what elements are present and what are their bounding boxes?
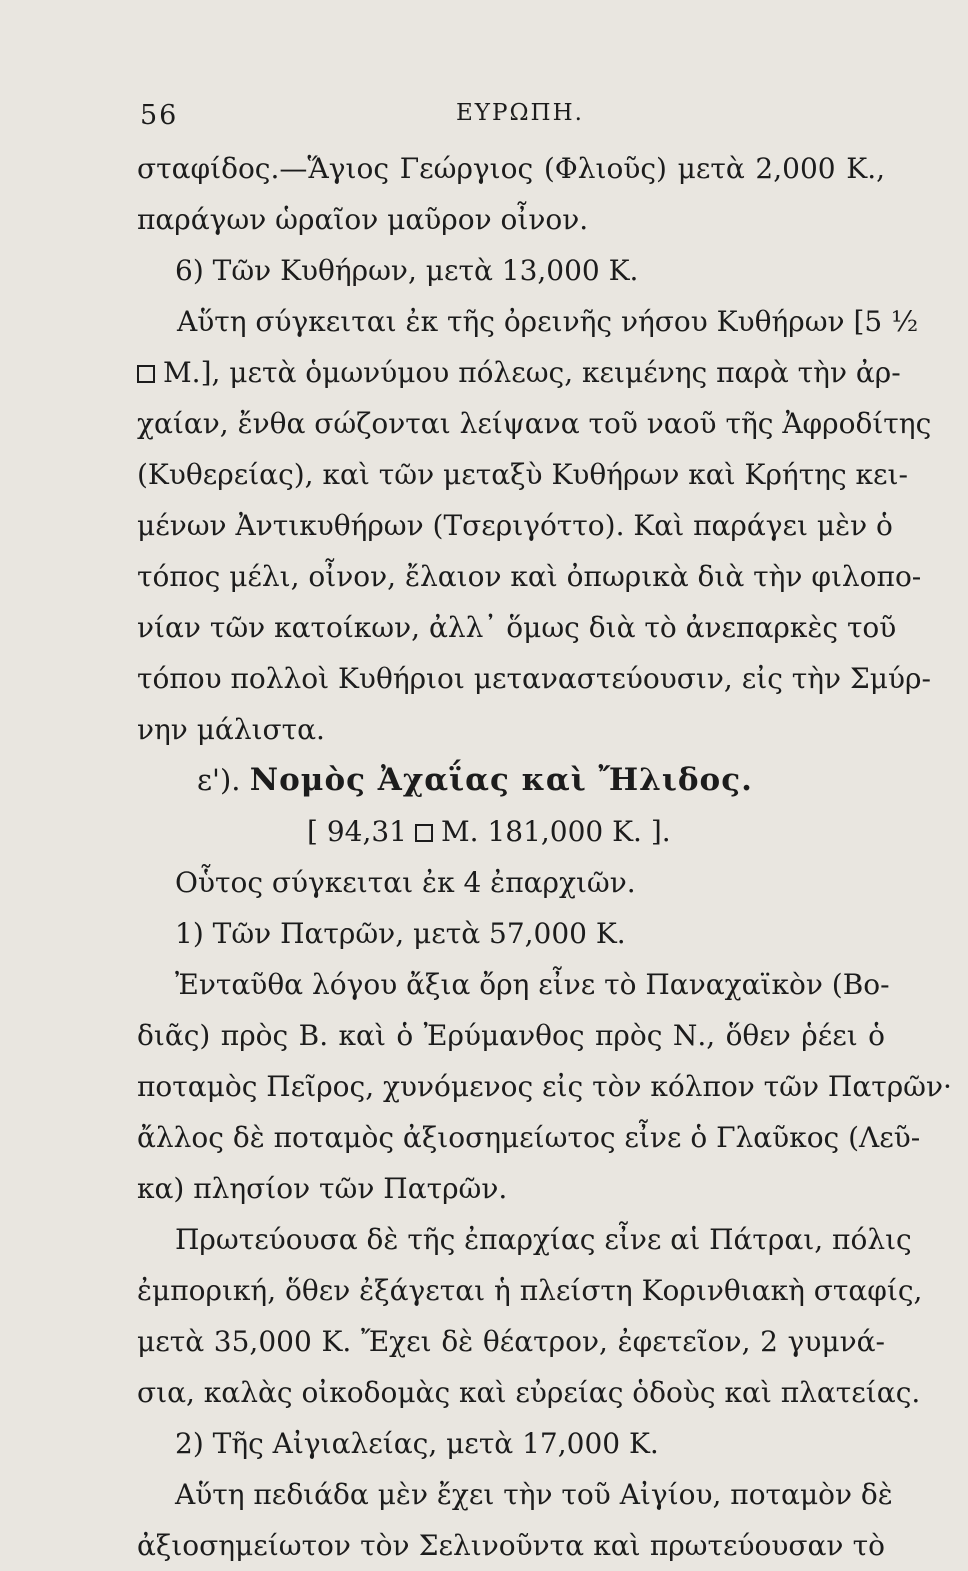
- text-line: (Κυθερείας), καὶ τῶν μεταξὺ Κυθήρων καὶ Κρήτης κει-: [137, 458, 908, 491]
- list-item: 2) Τῆς Αἰγιαλείας, μετὰ 17,000 Κ.: [175, 1427, 659, 1460]
- text-line: Πρωτεύουσα δὲ τῆς ἐπαρχίας εἶνε αἱ Πάτραι, πόλις: [175, 1223, 912, 1256]
- text-line: ἄλλος δὲ ποταμὸς ἀξιοσημείωτος εἶνε ὁ Γλαῦκος (Λεῦ-: [137, 1121, 921, 1154]
- text-line: παράγων ὡραῖον μαῦρον οἶνον.: [137, 203, 589, 236]
- text-line: σταφίδος.—Ἅγιος Γεώργιος (Φλιοῦς) μετὰ 2,000 Κ.,: [137, 152, 885, 185]
- text-line: ἐμπορική, ὅθεν ἐξάγεται ἡ πλείστη Κορινθιακὴ σταφίς,: [137, 1274, 923, 1307]
- text-line: μένων Ἀντικυθήρων (Τσεριγόττο). Καὶ παράγει μὲν ὁ: [137, 509, 893, 542]
- text-line: [137, 347, 901, 398]
- stats-area: [ 94,31: [307, 815, 407, 848]
- list-item: 6) Τῶν Κυθήρων, μετὰ 13,000 Κ.: [175, 254, 639, 287]
- text-line: κα) πλησίον τῶν Πατρῶν.: [137, 1172, 508, 1205]
- section-title: Νομὸς Ἀχαΐας καὶ Ἤλιδος.: [249, 762, 753, 798]
- text-line: Ἐνταῦθα λόγου ἄξια ὄρη εἶνε τὸ Παναχαϊκὸν (Βο-: [175, 968, 890, 1001]
- text-line: χαίαν, ἔνθα σώζονται λείψανα τοῦ ναοῦ τῆς Ἀφροδίτης: [137, 407, 932, 440]
- text-line: τόπος μέλι, οἶνον, ἔλαιον καὶ ὀπωρικὰ διὰ τὴν φιλοπο-: [137, 560, 922, 593]
- list-item: 1) Τῶν Πατρῶν, μετὰ 57,000 Κ.: [175, 917, 626, 950]
- text-line: ἀξιοσημείωτον τὸν Σελινοῦντα καὶ πρωτεύουσαν τὸ: [137, 1529, 885, 1562]
- text-line: ποταμὸς Πεῖρος, χυνόμενος εἰς τὸν κόλπον τῶν Πατρῶν·: [137, 1070, 952, 1103]
- section-heading: [137, 755, 885, 806]
- page-body: [137, 143, 952, 1571]
- section-stats: [137, 806, 885, 857]
- stats-population: Μ. 181,000 Κ. ].: [440, 815, 671, 848]
- page-header: [140, 100, 880, 140]
- text-line: Οὗτος σύγκειται ἐκ 4 ἐπαρχιῶν.: [175, 866, 636, 899]
- text-line: Αὕτη σύγκειται ἐκ τῆς ὀρεινῆς νήσου Κυθήρων [5 ½: [177, 305, 919, 338]
- text-line-content: Μ.], μετὰ ὁμωνύμου πόλεως, κειμένης παρὰ τὴν ἀρ-: [163, 356, 901, 389]
- square-symbol-icon: [415, 824, 433, 842]
- text-line: σια, καλὰς οἰκοδομὰς καὶ εὐρείας ὁδοὺς καὶ πλατείας.: [137, 1376, 921, 1409]
- square-symbol-icon: [137, 365, 155, 383]
- text-line: μετὰ 35,000 Κ. Ἔχει δὲ θέατρον, ἐφετεῖον, 2 γυμνά-: [137, 1325, 885, 1358]
- text-line: τόπου πολλοὶ Κυθήριοι μεταναστεύουσιν, εἰς τὴν Σμύρ-: [137, 662, 931, 695]
- running-title: ΕΥΡΩΠΗ.: [456, 100, 584, 126]
- text-line: Αὕτη πεδιάδα μὲν ἔχει τὴν τοῦ Αἰγίου, ποταμὸν δὲ: [175, 1478, 893, 1511]
- text-line: νίαν τῶν κατοίκων, ἀλλ᾽ ὅμως διὰ τὸ ἀνεπαρκὲς τοῦ: [137, 611, 897, 644]
- section-number: ε').: [197, 763, 241, 797]
- text-line: διᾶς) πρὸς Β. καὶ ὁ Ἐρύμανθος πρὸς Ν., ὅθεν ῥέει ὁ: [137, 1019, 885, 1052]
- text-line: νην μάλιστα.: [137, 713, 325, 746]
- page-number: 56: [140, 100, 179, 131]
